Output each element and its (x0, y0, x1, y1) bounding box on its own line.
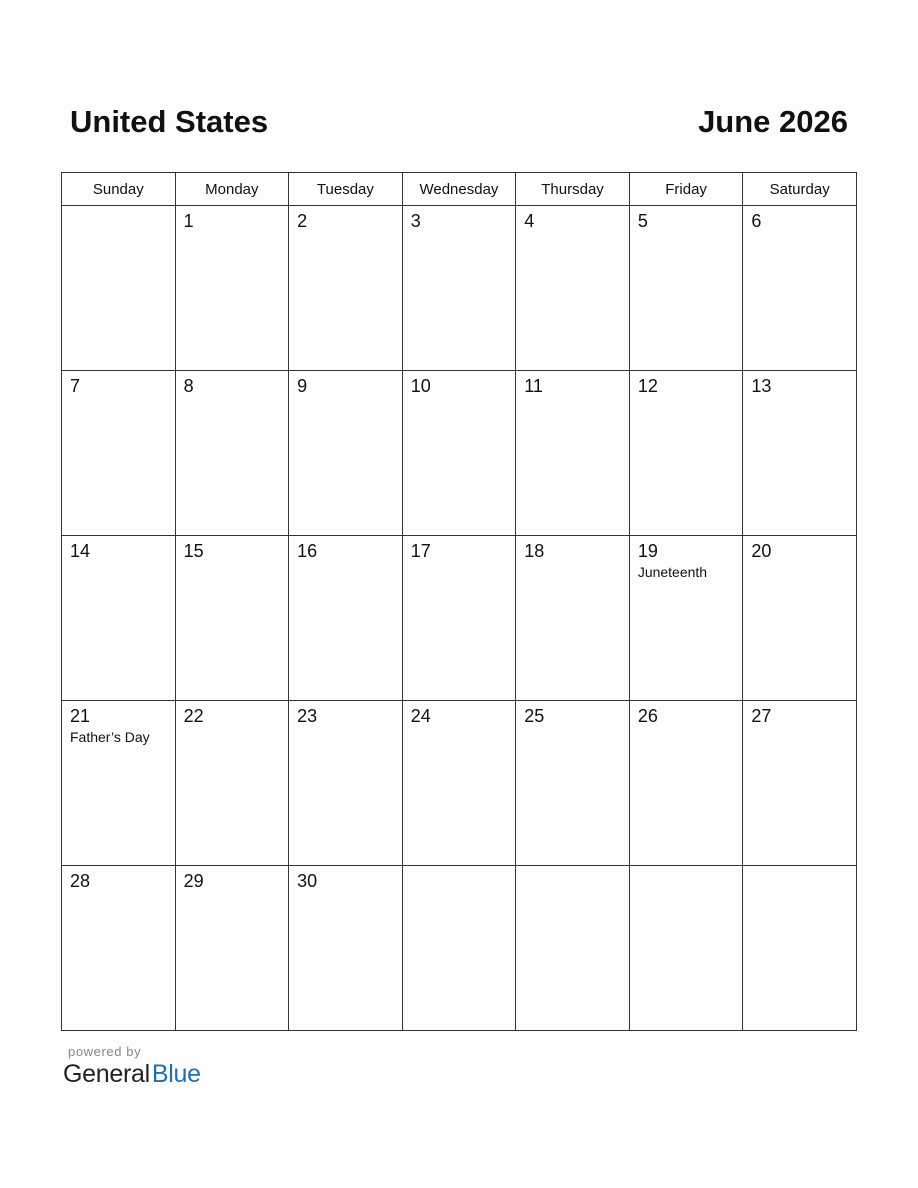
country-title: United States (70, 104, 269, 139)
day-number: 27 (751, 706, 772, 726)
day-cell (175, 206, 289, 371)
day-number: 10 (410, 376, 431, 396)
day-number: 19 (637, 541, 658, 561)
day-number: 11 (524, 376, 543, 396)
weekday-header-row (62, 173, 857, 206)
day-cell (175, 536, 289, 701)
day-cell (175, 866, 289, 1031)
weekday-wednesday: Wednesday (402, 173, 516, 206)
day-cell (743, 536, 857, 701)
generalblue-logo[interactable] (63, 1060, 201, 1089)
day-number: 7 (70, 376, 81, 396)
day-cell (516, 701, 630, 866)
day-cell (402, 206, 516, 371)
day-cell (743, 701, 857, 866)
weekday-thursday: Thursday (516, 173, 630, 206)
day-number: 18 (524, 541, 545, 561)
weekday-saturday: Saturday (743, 173, 857, 206)
day-number (516, 866, 629, 872)
day-cell (402, 701, 516, 866)
weekday-tuesday: Tuesday (289, 173, 403, 206)
day-cell (629, 371, 743, 536)
day-cell (402, 371, 516, 536)
day-number: 5 (637, 211, 648, 231)
day-number: 12 (637, 376, 658, 396)
day-number: 6 (751, 211, 762, 231)
day-number: 25 (524, 706, 545, 726)
day-number: 16 (297, 541, 318, 561)
day-number: 17 (410, 541, 431, 561)
day-number: 8 (183, 376, 194, 396)
day-number: 1 (183, 211, 194, 231)
powered-by-text: powered by (68, 1044, 142, 1059)
month-title: June 2026 (698, 104, 848, 139)
weekday-sunday: Sunday (62, 173, 176, 206)
weekday-monday: Monday (175, 173, 289, 206)
week-row (62, 536, 857, 701)
weekday-friday: Friday (629, 173, 743, 206)
day-cell (289, 866, 403, 1031)
day-cell (62, 536, 176, 701)
day-cell (175, 701, 289, 866)
day-number (743, 866, 856, 872)
day-cell (402, 536, 516, 701)
day-cell (743, 866, 857, 1031)
day-number: 24 (410, 706, 431, 726)
day-cell (516, 866, 630, 1031)
day-cell (629, 701, 743, 866)
day-cell (175, 371, 289, 536)
day-cell (743, 206, 857, 371)
day-cell (516, 371, 630, 536)
day-cell (289, 206, 403, 371)
calendar-grid (61, 172, 857, 1031)
day-cell (629, 536, 743, 701)
holiday-label: Father’s Day (70, 729, 150, 745)
day-number: 13 (751, 376, 772, 396)
day-cell (62, 371, 176, 536)
day-cell (629, 866, 743, 1031)
day-cell (62, 206, 176, 371)
day-cell (743, 371, 857, 536)
day-cell (516, 206, 630, 371)
day-number: 22 (183, 706, 204, 726)
day-cell (629, 206, 743, 371)
holiday-label: Juneteenth (637, 564, 708, 580)
day-cell (289, 701, 403, 866)
day-cell (289, 371, 403, 536)
title-row (70, 104, 848, 148)
day-number: 9 (297, 376, 308, 396)
day-number: 29 (183, 871, 204, 891)
week-row (62, 866, 857, 1031)
day-number: 30 (297, 871, 318, 891)
day-number: 15 (183, 541, 204, 561)
day-number: 28 (70, 871, 91, 891)
brand-blue: Blue (151, 1060, 201, 1088)
brand-general: General (63, 1060, 150, 1088)
week-row (62, 701, 857, 866)
day-number (62, 206, 175, 212)
day-number: 21 (70, 706, 91, 726)
day-cell (289, 536, 403, 701)
day-cell (62, 701, 176, 866)
day-cell (402, 866, 516, 1031)
week-row (62, 206, 857, 371)
day-number: 4 (524, 211, 535, 231)
day-number: 2 (297, 211, 308, 231)
day-number: 3 (410, 211, 421, 231)
footer (63, 1044, 201, 1089)
week-row (62, 371, 857, 536)
day-number (630, 866, 743, 872)
day-number (403, 866, 516, 872)
day-number: 23 (297, 706, 318, 726)
day-number: 20 (751, 541, 772, 561)
day-cell (516, 536, 630, 701)
day-cell (62, 866, 176, 1031)
day-number: 26 (637, 706, 658, 726)
day-number: 14 (70, 541, 91, 561)
